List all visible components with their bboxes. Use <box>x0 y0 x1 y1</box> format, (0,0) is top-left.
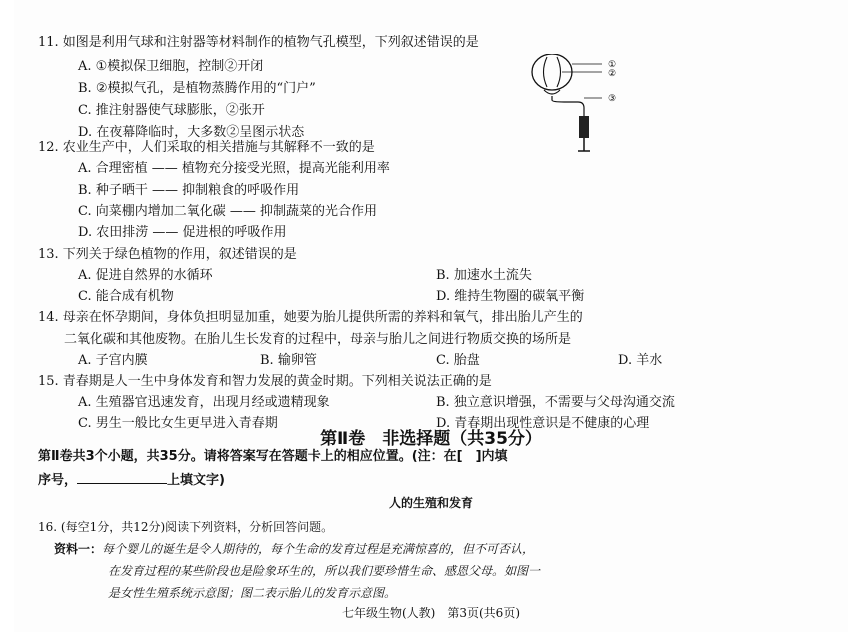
q16-material-text3: 是女性生殖系统示意图；图二表示胎儿的发育示意图。 <box>108 586 397 600</box>
q14-option-d: D. 羊水 <box>618 353 663 368</box>
q15-option-b: B. 独立意识增强，不需要与父母沟通交流 <box>436 395 675 410</box>
q12-option-c: C. 向菜棚内增加二氧化碳 —— 抑制蔬菜的光合作用 <box>78 204 378 219</box>
q14-stem-line1: 14. 母亲在怀孕期间，身体负担明显加重，她要为胎儿提供所需的养料和氧气，排出胎儿产生的 <box>38 310 583 325</box>
q14-stem-line2: 二氧化碳和其他废物。在胎儿生长发育的过程中，母亲与胎儿之间进行物质交换的场所是 <box>64 332 572 347</box>
section-note-line1: 第Ⅱ卷共3个小题，共35分。请将答案写在答题卡上的相应位置。(注：在[ ]内填 <box>38 449 508 464</box>
q14-option-a: A. 子宫内膜 <box>78 353 148 368</box>
q14-option-c: C. 胎盘 <box>436 353 480 368</box>
tube <box>552 96 584 116</box>
q13-option-c: C. 能合成有机物 <box>78 289 174 304</box>
q15-option-c: C. 男生一般比女生更早进入青春期 <box>78 416 278 431</box>
q13-stem: 13. 下列关于绿色植物的作用，叙述错误的是 <box>38 247 297 262</box>
label-2: ② <box>608 69 617 79</box>
section-note-line2-start: 序号， <box>38 473 78 488</box>
q15-stem: 15. 青春期是人一生中身体发育和智力发展的黄金时期。下列相关说法正确的是 <box>38 374 492 389</box>
unit-subtitle: 人的生殖和发育 <box>388 496 473 510</box>
q15-option-d: D. 青春期出现性意识是不健康的心理 <box>436 416 650 431</box>
guard-cell-right <box>557 57 561 87</box>
section-title: 第Ⅱ卷 非选择题（共35分） <box>320 429 542 449</box>
label-1: ① <box>608 60 617 70</box>
q16-material-text2: 在发育过程的某些阶段也是险象环生的，所以我们要珍惜生命、感恩父母。如图一 <box>108 564 541 578</box>
q14-option-b: B. 输卵管 <box>260 353 317 368</box>
q16-stem: 16. (每空1分，共12分)阅读下列资料，分析回答问题。 <box>38 520 334 534</box>
q13-option-d: D. 维持生物圈的碳氧平衡 <box>436 289 585 304</box>
q12-option-a: A. 合理密植 —— 植物充分接受光照，提高光能利用率 <box>78 161 390 176</box>
q16-material-label: 资料一： <box>54 542 103 556</box>
page-footer: 七年级生物(人教) 第3页(共6页) <box>342 606 520 620</box>
q11-option-d: D. 在夜幕降临时，大多数②呈图示状态 <box>78 125 305 140</box>
q12-option-b: B. 种子晒干 —— 抑制粮食的呼吸作用 <box>78 183 300 198</box>
syringe-barrel <box>579 116 589 138</box>
stomata-model-diagram <box>514 54 624 154</box>
q16-material <box>54 540 534 558</box>
q15-option-a: A. 生殖器官迅速发育，出现月经或遗精现象 <box>78 395 330 410</box>
section-note-line2 <box>38 471 225 490</box>
q11-stem: 11. 如图是利用气球和注射器等材料制作的植物气孔模型，下列叙述错误的是 <box>38 35 479 50</box>
q12-stem: 12. 农业生产中，人们采取的相关措施与其解释不一致的是 <box>38 140 375 155</box>
q13-option-a: A. 促进自然界的水循环 <box>78 268 213 283</box>
q12-option-d: D. 农田排涝 —— 促进根的呼吸作用 <box>78 225 287 240</box>
guard-cell-left <box>544 57 548 87</box>
q16-material-text1: 每个婴儿的诞生是令人期待的，每个生命的发育过程是充满惊喜的，但不可否认， <box>102 542 535 556</box>
q11-option-b: B. ②模拟气孔，是植物蒸腾作用的“门户” <box>78 81 316 96</box>
q11-option-c: C. 推注射器使气球膨胀，②张开 <box>78 103 265 118</box>
q11-option-a: A. ①模拟保卫细胞，控制②开闭 <box>78 59 264 74</box>
label-3: ③ <box>608 94 617 104</box>
exam-page <box>14 0 848 632</box>
q13-option-b: B. 加速水土流失 <box>436 268 532 283</box>
answer-blank <box>77 471 167 484</box>
section-note-line2-end: 上填文字) <box>167 473 225 488</box>
